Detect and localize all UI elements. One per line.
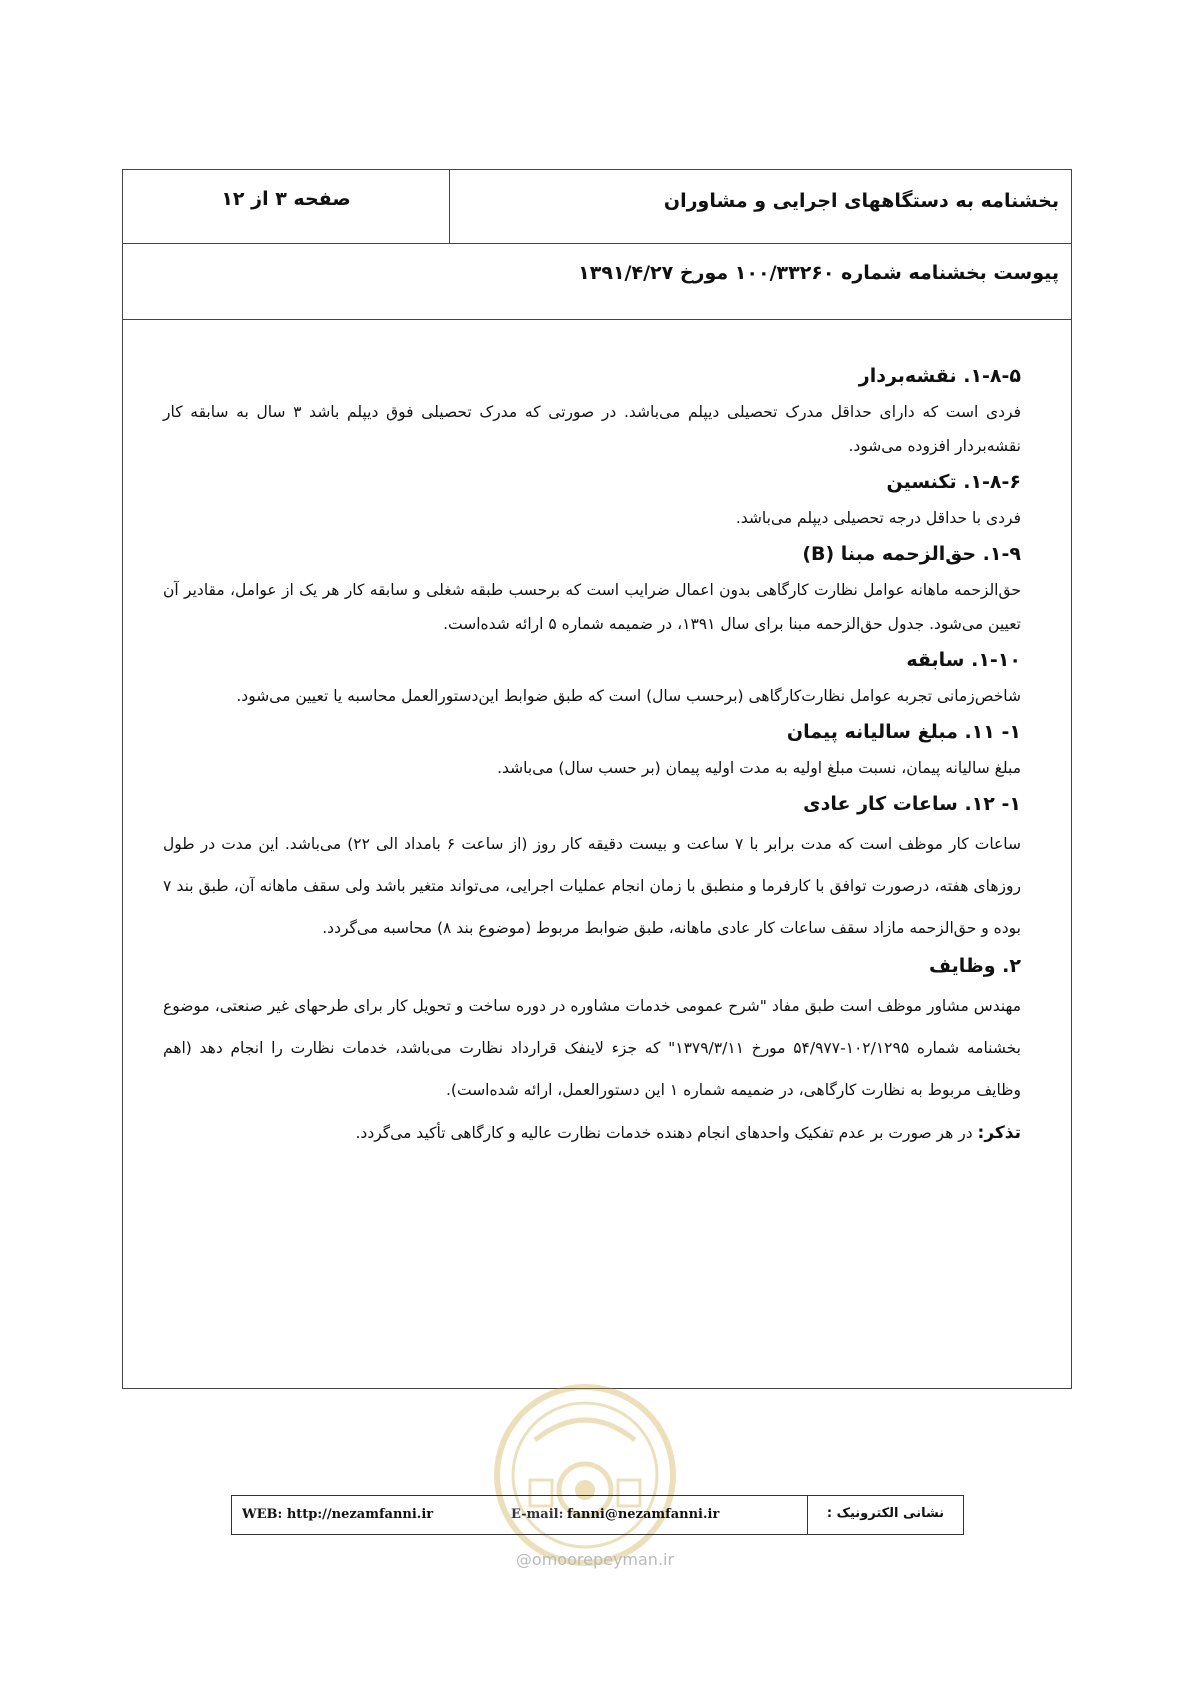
section-text-technician: فردی با حداقل درجه تحصیلی دیپلم می‌باشد. [735, 509, 1021, 527]
section-text-working-hours: ساعات کار موظف است که مدت برابر با ۷ ساعت و بیست دقیقه کار روز (از ساعت ۶ بامداد الی ۲۲) می‌باشد. این مدت در طول روزهای هفته، درصورت توافق با کارفرما و منطبق با زمان انجام عملیات اجرایی، می‌تواند متغیر باشد ولی سقف ماهانه آن، طبق بند ۷ بوده و حق‌الزحمه مازاد سقف ساعات کار عادی ماهانه، طبق ضوابط مربوط (موضوع بند ۸) محاسبه می‌گردد. [163, 835, 1021, 937]
footer-email: fanni@nezamfanni.ir [567, 1507, 720, 1522]
footer-email-label: E-mail: [511, 1507, 564, 1522]
note [163, 1117, 1021, 1149]
document-frame [122, 169, 1072, 1389]
header-row [123, 170, 1071, 244]
section-title-working-hours: ۱- ۱۲. ساعات کار عادی [803, 793, 1021, 815]
section-text-base-fee: حق‌الزحمه ماهانه عوامل نظارت کارگاهی بدون اعمال ضرایب است که برحسب طبقه شغلی و سابقه کار هر یک از عوامل، مقادیر آن تعیین می‌شود. جدول حق‌الزحمه مبنا برای سال ۱۳۹۱، در ضمیمه شماره ۵ ارائه شده‌است. [163, 581, 1021, 633]
watermark-site: @omoorepeyman.ir [515, 1550, 675, 1569]
section-title-technician: ۱-۸-۶. تکنسین [886, 471, 1021, 493]
section-title-experience: ۱-۱۰. سابقه [906, 649, 1021, 671]
note-label: تذکر: [977, 1123, 1021, 1143]
section-text-duties: مهندس مشاور موظف است طبق مفاد "شرح عمومی خدمات مشاوره در دوره ساخت و تحویل کار برای طرحهای غیر صنعتی، موضوع بخشنامه شماره ۱۰۲/۱۲۹۵-۵۴/۹۷۷ مورخ ۱۳۷۹/۳/۱۱" که جزء لاینفک قرارداد نظارت می‌باشد، خدمات نظارت را انجام دهد (اهم وظایف مربوط به نظارت کارگاهی، در ضمیمه شماره ۱ این دستورالعمل، ارائه شده‌است). [163, 997, 1021, 1099]
note-text: در هر صورت بر عدم تفکیک واحدهای انجام دهنده خدمات نظارت عالیه و کارگاهی تأکید می‌گردد. [355, 1124, 973, 1142]
section-text-experience: شاخص‌زمانی تجربه عوامل نظارت‌کارگاهی (برحسب سال) است که طبق ضوابط این‌دستورالعمل محاسبه یا تعیین می‌شود. [236, 687, 1021, 705]
page-number: صفحه ۳ از ۱۲ [221, 188, 351, 210]
section-title-base-fee: ۱-۹. حق‌الزحمه مبنا (B) [802, 543, 1021, 565]
document-subtitle: پیوست بخشنامه شماره ۱۰۰/۳۳۲۶۰ مورخ ۱۳۹۱/۴/۲۷ [123, 244, 1071, 320]
footer-contact [231, 1495, 964, 1535]
document-title: بخشنامه به دستگاههای اجرایی و مشاوران [449, 170, 1071, 244]
section-text-surveyor: فردی است که دارای حداقل مدرک تحصیلی دیپلم می‌باشد. در صورتی که مدرک تحصیلی فوق دیپلم باشد ۳ سال به سابقه کار نقشه‌بردار افزوده می‌شود. [163, 403, 1021, 455]
section-title-annual-amount: ۱- ۱۱. مبلغ سالیانه پیمان [786, 721, 1021, 743]
section-text-annual-amount: مبلغ سالیانه پیمان، نسبت مبلغ اولیه به مدت اولیه پیمان (بر حسب سال) می‌باشد. [497, 759, 1021, 777]
section-title-duties: ۲. وظایف [928, 955, 1021, 977]
content-body [163, 365, 1021, 1149]
footer-web: WEB: http://nezamfanni.ir [242, 1507, 434, 1522]
section-title-surveyor: ۱-۸-۵. نقشه‌بردار [858, 365, 1021, 387]
footer-label: نشانی الکترونیک : [807, 1496, 963, 1534]
